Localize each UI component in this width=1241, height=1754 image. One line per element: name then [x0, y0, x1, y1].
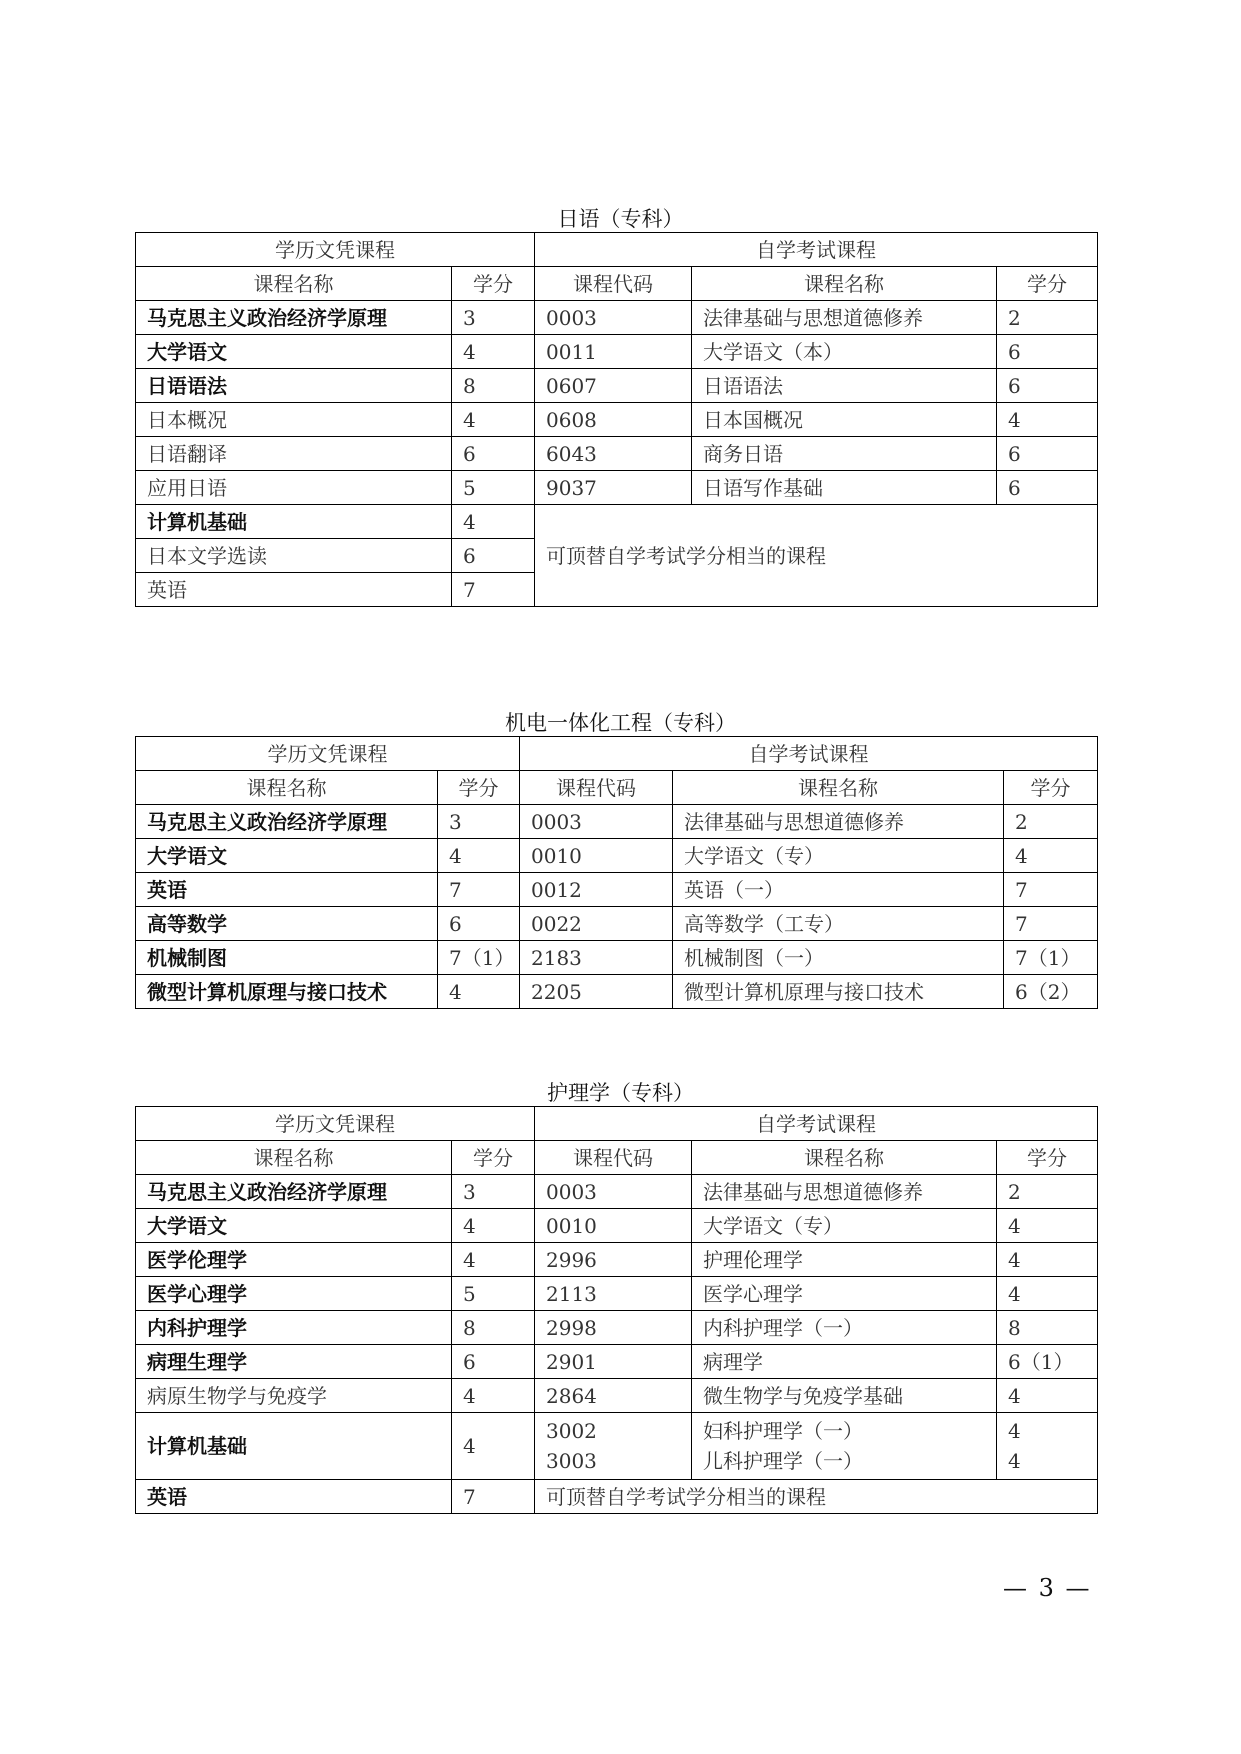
col-header-name: 课程名称 — [692, 1141, 997, 1175]
diploma-credit: 7 — [438, 873, 520, 907]
col-header-code: 课程代码 — [520, 771, 673, 805]
exam-course-code: 0607 — [535, 369, 692, 403]
table-row — [136, 369, 1098, 403]
exam-credit: 6 — [997, 369, 1098, 403]
exam-credit: 6 — [997, 471, 1098, 505]
exam-credit: 4 — [997, 1243, 1098, 1277]
table-row — [136, 1209, 1098, 1243]
exam-credit: 4 — [1008, 1419, 1021, 1443]
table-row — [136, 907, 1098, 941]
exam-course-code: 0003 — [520, 805, 673, 839]
diploma-credit: 4 — [452, 335, 535, 369]
exam-course-name: 护理伦理学 — [692, 1243, 997, 1277]
substitution-note: 可顶替自学考试学分相当的课程 — [535, 505, 1098, 607]
diploma-credit: 4 — [452, 505, 535, 539]
table-column-header — [136, 1141, 1098, 1175]
exam-credit: 6（2） — [1004, 975, 1098, 1009]
exam-course-code: 0012 — [520, 873, 673, 907]
diploma-course-name: 大学语文 — [136, 839, 438, 873]
exam-credit: 7 — [1004, 907, 1098, 941]
exam-course-name-pair — [692, 1413, 997, 1480]
table2-mechatronics — [135, 736, 1098, 1009]
diploma-course-name: 医学伦理学 — [136, 1243, 452, 1277]
diploma-course-name: 英语 — [136, 873, 438, 907]
exam-course-code: 2998 — [535, 1311, 692, 1345]
diploma-course-name: 日语语法 — [136, 369, 452, 403]
diploma-credit: 5 — [452, 1277, 535, 1311]
diploma-credit: 3 — [452, 301, 535, 335]
diploma-course-name: 计算机基础 — [136, 505, 452, 539]
col-header-credit: 学分 — [452, 1141, 535, 1175]
exam-course-code: 0003 — [535, 301, 692, 335]
table1-japanese — [135, 232, 1098, 607]
exam-credit: 4 — [997, 1379, 1098, 1413]
diploma-credit: 4 — [438, 839, 520, 873]
table-row — [136, 301, 1098, 335]
col-header-credit: 学分 — [997, 267, 1098, 301]
diploma-credit: 8 — [452, 1311, 535, 1345]
exam-course-name: 医学心理学 — [692, 1277, 997, 1311]
exam-course-code: 0003 — [535, 1175, 692, 1209]
table1-title: 日语（专科） — [557, 207, 684, 231]
group-header-right: 自学考试课程 — [535, 233, 1098, 267]
exam-credit: 7（1） — [1004, 941, 1098, 975]
exam-course-code: 9037 — [535, 471, 692, 505]
col-header-credit: 学分 — [1004, 771, 1098, 805]
diploma-course-name: 内科护理学 — [136, 1311, 452, 1345]
diploma-course-name: 病原生物学与免疫学 — [136, 1379, 452, 1413]
col-header-name: 课程名称 — [692, 267, 997, 301]
group-header-right: 自学考试课程 — [520, 737, 1098, 771]
diploma-course-name: 日语翻译 — [136, 437, 452, 471]
diploma-credit: 4 — [452, 1379, 535, 1413]
diploma-credit: 4 — [452, 1413, 535, 1480]
diploma-credit: 4 — [452, 1209, 535, 1243]
diploma-course-name: 大学语文 — [136, 1209, 452, 1243]
exam-course-code: 0010 — [520, 839, 673, 873]
diploma-credit: 5 — [452, 471, 535, 505]
exam-course-code: 0022 — [520, 907, 673, 941]
table-row — [136, 1413, 1098, 1480]
diploma-credit: 8 — [452, 369, 535, 403]
exam-credit: 4 — [997, 1277, 1098, 1311]
exam-credit: 6 — [997, 437, 1098, 471]
diploma-course-name: 马克思主义政治经济学原理 — [136, 301, 452, 335]
table-row — [136, 403, 1098, 437]
exam-course-code: 2901 — [535, 1345, 692, 1379]
table-group-header — [136, 737, 1098, 771]
exam-course-name: 大学语文（专） — [692, 1209, 997, 1243]
diploma-course-name: 马克思主义政治经济学原理 — [136, 805, 438, 839]
diploma-course-name: 英语 — [136, 573, 452, 607]
diploma-credit: 4 — [452, 1243, 535, 1277]
diploma-course-name: 微型计算机原理与接口技术 — [136, 975, 438, 1009]
exam-course-name: 法律基础与思想道德修养 — [692, 1175, 997, 1209]
col-header-name: 课程名称 — [136, 771, 438, 805]
exam-course-name: 日语写作基础 — [692, 471, 997, 505]
group-header-left: 学历文凭课程 — [136, 1107, 535, 1141]
col-header-name: 课程名称 — [673, 771, 1004, 805]
exam-credit: 6（1） — [997, 1345, 1098, 1379]
table-row — [136, 805, 1098, 839]
col-header-name: 课程名称 — [136, 267, 452, 301]
exam-course-code: 0010 — [535, 1209, 692, 1243]
exam-credit-pair — [997, 1413, 1098, 1480]
substitution-note: 可顶替自学考试学分相当的课程 — [535, 1480, 1098, 1514]
table-row — [136, 1277, 1098, 1311]
diploma-credit: 3 — [438, 805, 520, 839]
exam-course-name: 机械制图（一） — [673, 941, 1004, 975]
table-group-header — [136, 233, 1098, 267]
table-group-header — [136, 1107, 1098, 1141]
diploma-course-name: 大学语文 — [136, 335, 452, 369]
diploma-course-name: 病理生理学 — [136, 1345, 452, 1379]
table-column-header — [136, 771, 1098, 805]
diploma-course-name: 日本概况 — [136, 403, 452, 437]
exam-course-code-pair — [535, 1413, 692, 1480]
exam-course-name: 日语语法 — [692, 369, 997, 403]
diploma-course-name: 计算机基础 — [136, 1413, 452, 1480]
page-number: — 3 — — [1003, 1574, 1092, 1602]
exam-credit: 2 — [1004, 805, 1098, 839]
table-row — [136, 873, 1098, 907]
exam-course-name: 高等数学（工专） — [673, 907, 1004, 941]
table3-nursing — [135, 1106, 1098, 1514]
exam-credit: 4 — [1008, 1449, 1021, 1473]
col-header-code: 课程代码 — [535, 267, 692, 301]
exam-course-code: 2996 — [535, 1243, 692, 1277]
group-header-right: 自学考试课程 — [535, 1107, 1098, 1141]
diploma-credit: 6 — [438, 907, 520, 941]
exam-course-code: 6043 — [535, 437, 692, 471]
table-row — [136, 1311, 1098, 1345]
exam-course-name: 微型计算机原理与接口技术 — [673, 975, 1004, 1009]
table-row — [136, 1480, 1098, 1514]
exam-credit: 6 — [997, 335, 1098, 369]
diploma-credit: 7（1） — [438, 941, 520, 975]
table-row — [136, 335, 1098, 369]
diploma-course-name: 高等数学 — [136, 907, 438, 941]
exam-credit: 2 — [997, 301, 1098, 335]
table-row — [136, 839, 1098, 873]
table-row — [136, 975, 1098, 1009]
col-header-credit: 学分 — [997, 1141, 1098, 1175]
exam-course-code: 0608 — [535, 403, 692, 437]
exam-course-name: 微生物学与免疫学基础 — [692, 1379, 997, 1413]
exam-credit: 2 — [997, 1175, 1098, 1209]
exam-course-name: 英语（一） — [673, 873, 1004, 907]
diploma-course-name: 机械制图 — [136, 941, 438, 975]
exam-course-name: 大学语文（专） — [673, 839, 1004, 873]
exam-course-name: 日本国概况 — [692, 403, 997, 437]
exam-course-name: 法律基础与思想道德修养 — [673, 805, 1004, 839]
exam-course-name: 儿科护理学（一） — [703, 1449, 863, 1473]
exam-course-code: 2205 — [520, 975, 673, 1009]
exam-credit: 7 — [1004, 873, 1098, 907]
diploma-course-name: 英语 — [136, 1480, 452, 1514]
exam-course-name: 妇科护理学（一） — [703, 1419, 863, 1443]
exam-course-code: 2864 — [535, 1379, 692, 1413]
diploma-credit: 7 — [452, 573, 535, 607]
table-row — [136, 941, 1098, 975]
exam-course-code: 2183 — [520, 941, 673, 975]
table-row — [136, 1345, 1098, 1379]
diploma-course-name: 日本文学选读 — [136, 539, 452, 573]
table-row — [136, 1243, 1098, 1277]
table-row — [136, 505, 1098, 539]
exam-course-name: 病理学 — [692, 1345, 997, 1379]
col-header-code: 课程代码 — [535, 1141, 692, 1175]
exam-credit: 4 — [997, 403, 1098, 437]
diploma-credit: 6 — [452, 539, 535, 573]
exam-credit: 8 — [997, 1311, 1098, 1345]
exam-course-name: 法律基础与思想道德修养 — [692, 301, 997, 335]
col-header-name: 课程名称 — [136, 1141, 452, 1175]
diploma-credit: 4 — [452, 403, 535, 437]
diploma-credit: 7 — [452, 1480, 535, 1514]
group-header-left: 学历文凭课程 — [136, 737, 520, 771]
table-column-header — [136, 267, 1098, 301]
exam-course-name: 商务日语 — [692, 437, 997, 471]
exam-course-name: 内科护理学（一） — [692, 1311, 997, 1345]
col-header-credit: 学分 — [438, 771, 520, 805]
table-row — [136, 1379, 1098, 1413]
exam-course-name: 大学语文（本） — [692, 335, 997, 369]
exam-course-code: 2113 — [535, 1277, 692, 1311]
exam-course-code: 3003 — [546, 1449, 597, 1473]
table-row — [136, 437, 1098, 471]
diploma-course-name: 马克思主义政治经济学原理 — [136, 1175, 452, 1209]
diploma-course-name: 医学心理学 — [136, 1277, 452, 1311]
table3-title: 护理学（专科） — [547, 1081, 694, 1105]
exam-course-code: 3002 — [546, 1419, 597, 1443]
table2-title: 机电一体化工程（专科） — [505, 711, 736, 735]
diploma-course-name: 应用日语 — [136, 471, 452, 505]
col-header-credit: 学分 — [452, 267, 535, 301]
diploma-credit: 6 — [452, 437, 535, 471]
diploma-credit: 3 — [452, 1175, 535, 1209]
diploma-credit: 6 — [452, 1345, 535, 1379]
exam-credit: 4 — [1004, 839, 1098, 873]
exam-credit: 4 — [997, 1209, 1098, 1243]
table-row — [136, 1175, 1098, 1209]
group-header-left: 学历文凭课程 — [136, 233, 535, 267]
exam-course-code: 0011 — [535, 335, 692, 369]
diploma-credit: 4 — [438, 975, 520, 1009]
table-row — [136, 471, 1098, 505]
